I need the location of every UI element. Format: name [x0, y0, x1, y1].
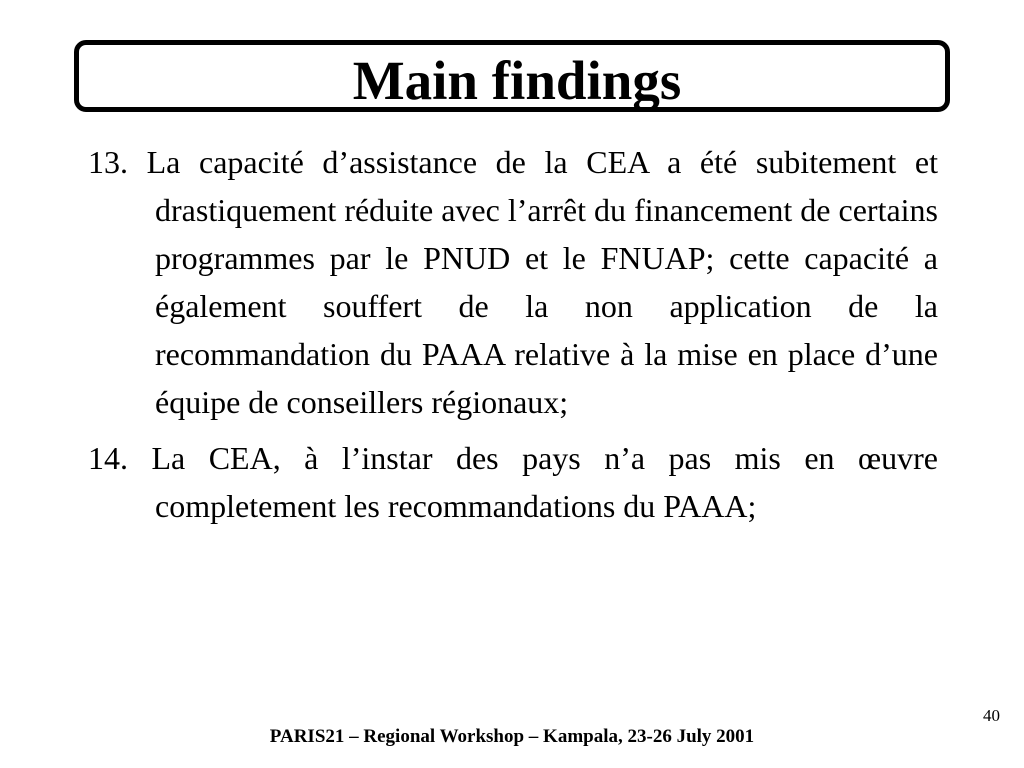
footer: PARIS21 – Regional Workshop – Kampala, 23-26 July 2001 — [269, 726, 755, 747]
title-box — [74, 40, 950, 112]
page-number: 40 — [983, 706, 1000, 725]
slide-title: Main findings — [352, 50, 682, 111]
finding-item-14: 14. La CEA, à l’instar des pays n’a pas mis en œuvre completement les recommandations du PAAA; — [88, 440, 938, 524]
finding-item-13: 13. La capacité d’assistance de la CEA a été subitement et drastiquement réduite avec l’arrêt du financement de certains programmes par le PNUD et le FNUAP; cette capacité a également souffert de la non application de la recommandation du PAAA relative à la mise en place d’une équipe de conseillers régionaux; — [88, 144, 938, 420]
slide-body — [88, 138, 938, 538]
